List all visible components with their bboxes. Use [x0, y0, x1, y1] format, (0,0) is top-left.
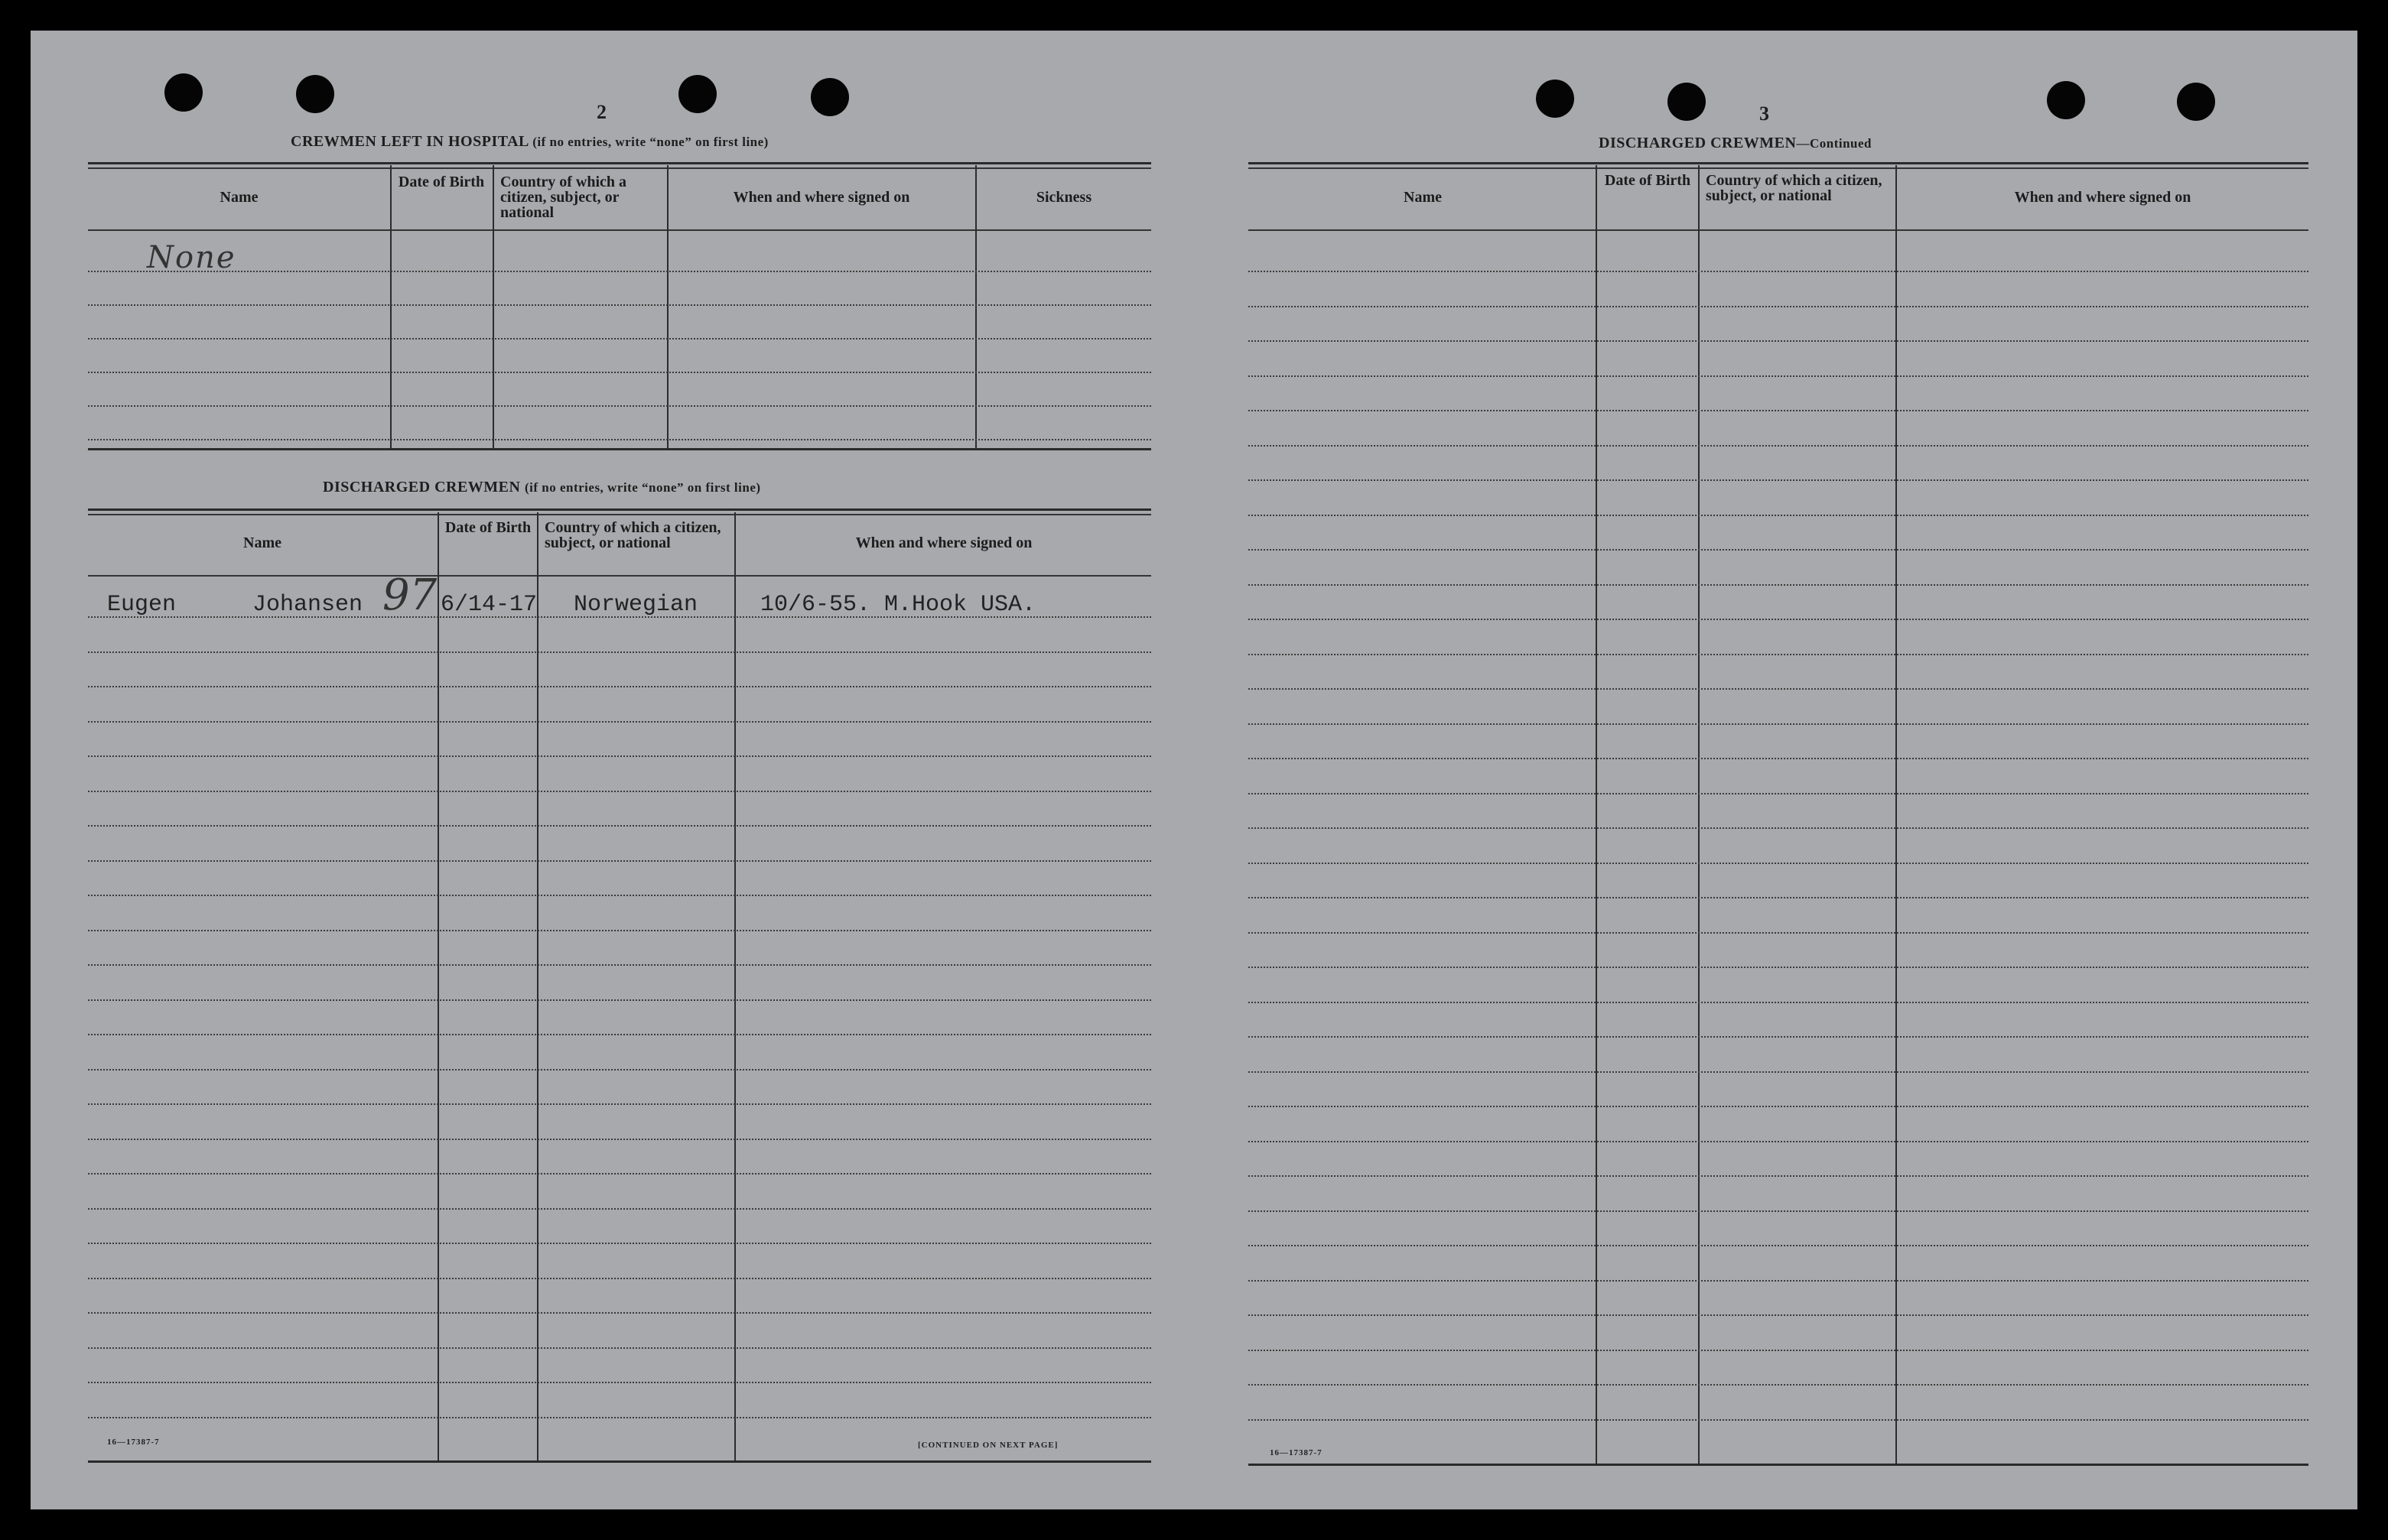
table-bottom-rule	[88, 1460, 1151, 1463]
punch-hole	[2047, 81, 2085, 119]
title-instruction: (if no entries, write “none” on first line)	[532, 135, 769, 149]
punch-hole	[164, 73, 203, 112]
table-bottom-rule	[88, 448, 1151, 450]
table-top-rule	[88, 167, 1151, 169]
row-line	[1248, 654, 2308, 655]
row-line	[1248, 1036, 2308, 1038]
row-line	[1248, 306, 2308, 307]
column-header: When and where signed on	[2014, 189, 2191, 206]
row-line	[88, 372, 1151, 373]
row-line	[1248, 515, 2308, 516]
row-line	[88, 1347, 1151, 1349]
row-line	[88, 721, 1151, 723]
form-number: 16—17387-7	[107, 1438, 160, 1447]
header-rule	[88, 229, 1151, 231]
punch-hole	[678, 75, 717, 113]
title-text: CREWMEN LEFT IN HOSPITAL	[291, 133, 529, 150]
punch-hole	[2177, 83, 2215, 121]
table-top-rule	[88, 508, 1151, 511]
row-line	[88, 405, 1151, 407]
row-line	[1248, 967, 2308, 968]
row-line	[1248, 1384, 2308, 1386]
column-header: When and where signed on	[855, 534, 1033, 551]
column-header: Country of which a citizen, subject, or national	[500, 174, 627, 221]
row-line	[1248, 410, 2308, 411]
row-line	[88, 1069, 1151, 1071]
column-divider	[537, 512, 538, 1460]
title-suffix: —Continued	[1796, 136, 1872, 151]
row-line	[1248, 758, 2308, 759]
row-line	[88, 1103, 1151, 1105]
punch-hole	[1667, 83, 1706, 121]
continued-note: [CONTINUED ON NEXT PAGE]	[918, 1441, 1059, 1450]
row-line	[88, 304, 1151, 306]
punch-hole	[811, 78, 849, 116]
row-line	[1248, 271, 2308, 272]
column-divider	[1596, 165, 1597, 1465]
row-line	[88, 895, 1151, 896]
row-line	[88, 791, 1151, 792]
row-line	[1248, 793, 2308, 794]
title-instruction: (if no entries, write “none” on first line)	[524, 480, 761, 495]
row-line	[88, 999, 1151, 1001]
form-number: 16—17387-7	[1270, 1448, 1323, 1457]
column-divider	[438, 512, 439, 1460]
row-line	[1248, 1419, 2308, 1421]
section-title	[323, 479, 761, 496]
title-text: DISCHARGED CREWMEN	[323, 479, 521, 495]
row-line	[88, 271, 1151, 272]
row-line	[1248, 1350, 2308, 1351]
table-top-rule	[1248, 167, 2308, 169]
section-title	[291, 133, 769, 151]
row-line	[88, 1278, 1151, 1279]
row-line	[88, 1173, 1151, 1174]
row-line	[1248, 827, 2308, 829]
row-line	[1248, 1071, 2308, 1073]
row-line	[1248, 340, 2308, 342]
punch-hole	[296, 75, 334, 113]
header-rule	[88, 575, 1151, 577]
column-header: When and where signed on	[733, 189, 910, 206]
row-line	[1248, 1002, 2308, 1003]
row-line	[1248, 619, 2308, 620]
punch-hole	[1536, 80, 1574, 118]
handwritten-annotation: 97	[382, 570, 438, 620]
row-line	[88, 616, 1151, 618]
row-line	[88, 651, 1151, 653]
row-line	[1248, 932, 2308, 934]
row-line	[1248, 723, 2308, 725]
row-line	[1248, 584, 2308, 586]
row-line	[88, 686, 1151, 687]
table-top-rule	[1248, 162, 2308, 164]
column-header: Date of Birth	[444, 519, 532, 536]
column-header: Date of Birth	[1604, 172, 1691, 189]
crew-country: Norwegian	[574, 592, 698, 618]
section-title	[1599, 135, 1872, 152]
row-line	[88, 1139, 1151, 1140]
document-sheet	[31, 31, 2357, 1509]
column-header: Name	[243, 534, 281, 551]
row-line	[88, 1208, 1151, 1210]
table-top-rule	[88, 162, 1151, 164]
row-line	[88, 825, 1151, 827]
row-line	[1248, 863, 2308, 864]
row-line	[1248, 897, 2308, 898]
row-line	[88, 964, 1151, 966]
table-top-rule	[88, 514, 1151, 515]
row-line	[88, 338, 1151, 340]
crew-signed-on: 10/6-55. M.Hook USA.	[760, 592, 1036, 618]
crew-date-of-birth: 6/14-17	[441, 592, 538, 618]
row-line	[88, 860, 1151, 862]
row-line	[1248, 1245, 2308, 1246]
row-line	[1248, 1141, 2308, 1142]
column-header: Country of which a citizen, subject, or national	[1706, 172, 1882, 204]
row-line	[88, 439, 1151, 440]
row-line	[88, 1382, 1151, 1383]
header-rule	[1248, 229, 2308, 231]
row-line	[88, 1243, 1151, 1244]
crew-last-name: Johansen	[252, 592, 363, 618]
row-line	[1248, 1175, 2308, 1177]
title-text: DISCHARGED CREWMEN	[1599, 135, 1797, 151]
row-line	[88, 1417, 1151, 1418]
column-header: Name	[1404, 189, 1442, 206]
row-line	[1248, 1210, 2308, 1212]
row-line	[1248, 1106, 2308, 1107]
row-line	[1248, 1280, 2308, 1282]
table-bottom-rule	[1248, 1464, 2308, 1466]
crew-first-name: Eugen	[107, 592, 177, 618]
row-line	[88, 755, 1151, 757]
row-line	[88, 1034, 1151, 1035]
row-line	[1248, 375, 2308, 377]
row-line	[1248, 688, 2308, 690]
page-number: 3	[1759, 102, 1769, 125]
column-header: Name	[220, 189, 259, 206]
column-divider	[1895, 165, 1897, 1465]
row-line	[1248, 549, 2308, 551]
column-divider	[1698, 165, 1700, 1465]
page-number: 2	[597, 101, 607, 123]
row-line	[88, 1312, 1151, 1314]
row-line	[1248, 1314, 2308, 1316]
column-header: Date of Birth	[398, 174, 485, 190]
row-line	[1248, 479, 2308, 481]
row-line	[1248, 445, 2308, 447]
column-header: Sickness	[1036, 189, 1092, 206]
handwritten-entry: None	[147, 240, 236, 275]
column-divider	[734, 512, 736, 1460]
column-header: Country of which a citizen, subject, or national	[545, 519, 721, 551]
row-line	[88, 930, 1151, 931]
